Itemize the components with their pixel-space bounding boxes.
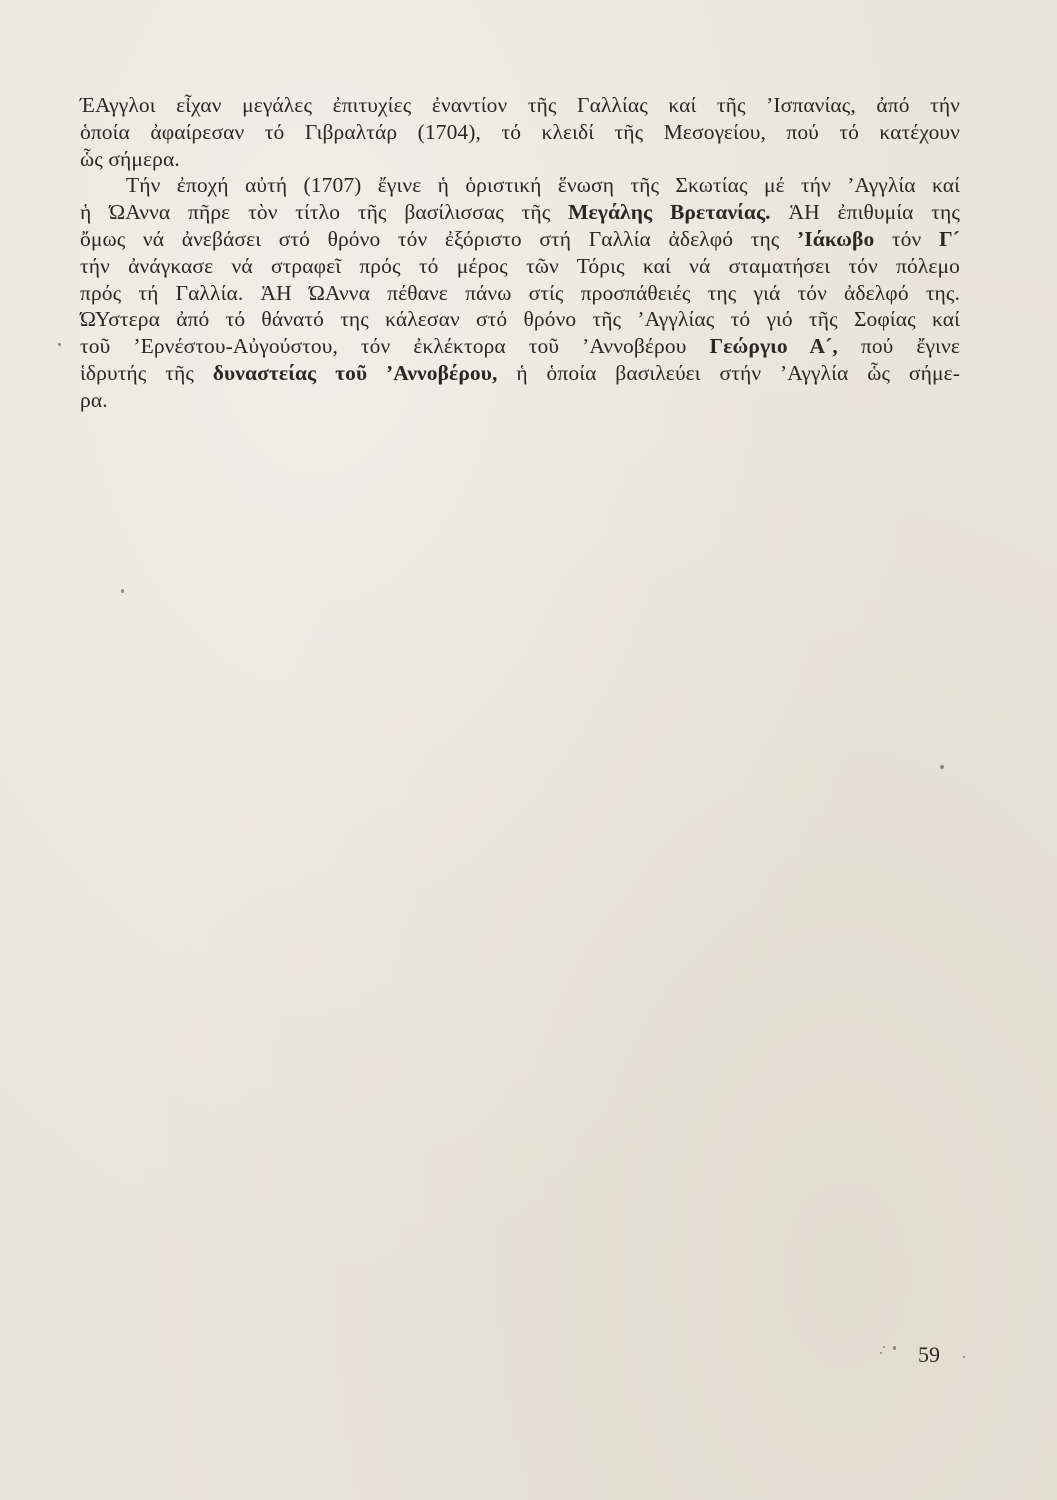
body-text (80, 92, 960, 414)
text-line (80, 306, 960, 333)
print-speck (880, 1352, 882, 1354)
text-segment: ΈΑγγλοι εἶχαν μεγάλες ἐπιτυχίες ἐναντίον τῆς Γαλλίας καί τῆς ’Ισπανίας, ἀπό τήν (80, 93, 960, 117)
text-segment: πού ἔγινε (837, 334, 960, 359)
bold-text: Μεγάλης Βρετανίας. (568, 200, 771, 225)
bold-text: δυναστείας τοῦ ’Αννοβέρου, (212, 360, 498, 385)
text-line (80, 172, 960, 199)
text-segment: τόν (874, 226, 939, 251)
text-line (80, 360, 960, 387)
text-line (80, 146, 960, 173)
text-segment: πρός τή Γαλλία. ἉΗ ΏΑννα πέθανε πάνω στίς προσπάθειές της γιά τόν ἀδελφό της. (80, 280, 960, 305)
print-speck (883, 1346, 885, 1348)
text-segment: ἱδρυτής τῆς (80, 360, 213, 385)
page-number: 59 (918, 1342, 940, 1367)
text-line (80, 92, 960, 119)
text-segment: ὄμως νά ἀνεβάσει στό θρόνο τόν ἐξόριστο στή Γαλλία ἀδελφό της (80, 226, 797, 251)
text-segment: ὧς σήμερα. (80, 146, 180, 171)
text-segment: ΏΥστερα ἀπό τό θάνατό της κάλεσαν στό θρόνο τῆς ’Αγγλίας τό γιό τῆς Σοφίας καί (80, 307, 960, 332)
text-segment: ἉΗ ἐπιθυμία της (770, 200, 960, 225)
print-speck (58, 343, 61, 346)
text-segment: τοῦ ’Ερνέστου-Αὐγούστου, τόν ἐκλέκτορα τοῦ ’Αννοβέρου (80, 334, 710, 359)
text-line (80, 333, 960, 360)
text-segment: ἡ ὁποία βασιλεύει στήν ’Αγγλία ὧς σήμε- (497, 360, 960, 385)
print-speck (121, 589, 124, 593)
print-speck (963, 1356, 965, 1358)
bold-text: Γεώργιο Α´, (709, 334, 838, 359)
text-line (80, 387, 960, 414)
text-segment: ἡ ΏΑννα πῆρε τὸν τίτλο τῆς βασίλισσας τῆς (80, 200, 569, 225)
text-line (80, 119, 960, 146)
text-segment: τήν ἀνάγκασε νά στραφεῖ πρός τό μέρος τῶν Τόρις καί νά σταματήσει τόν πόλεμο (80, 253, 960, 278)
text-line (80, 253, 960, 280)
text-line (80, 280, 960, 307)
bold-text: ’Ιάκωβο (797, 226, 875, 251)
bold-text: Γ´ (938, 226, 960, 251)
text-segment: Τήν ἐποχή αὐτή (1707) ἔγινε ἡ ὁριστική ἕνωση τῆς Σκωτίας μέ τήν ’Αγγλία καί (126, 173, 960, 198)
text-segment: ὁποία ἀφαίρεσαν τό Γιβραλτάρ (1704), τό κλειδί τῆς Μεσογείου, πού τό κατέχουν (80, 119, 960, 144)
print-speck (893, 1346, 896, 1350)
text-line (80, 226, 960, 253)
text-segment: ρα. (80, 387, 108, 412)
text-line (80, 199, 960, 226)
print-speck (940, 765, 944, 769)
